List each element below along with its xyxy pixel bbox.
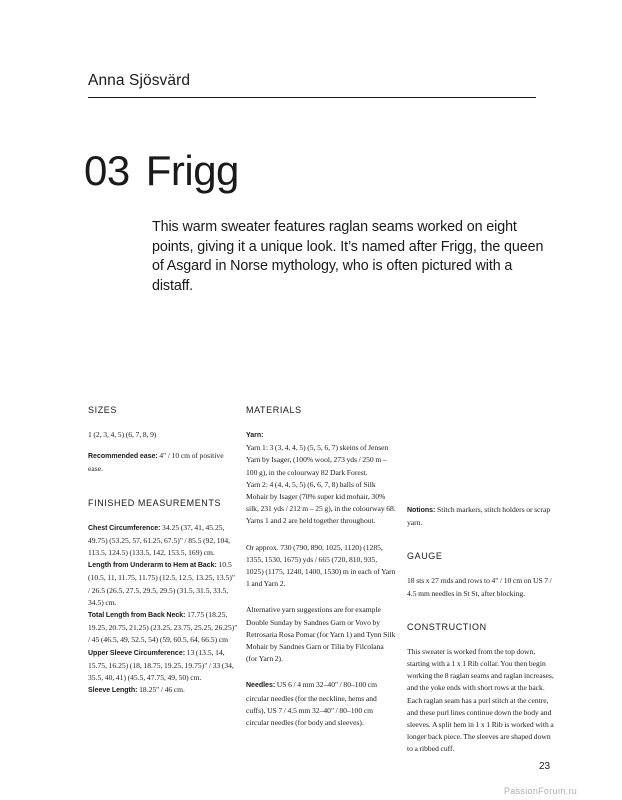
measurement-text: 18.25" / 46 cm. <box>137 685 185 695</box>
sizes-values: 1 (2, 3, 4, 5) (6, 7, 8, 9) <box>88 430 157 439</box>
measurement-text: 13 (13.5, 14, 15.75, 16.25) (18, 18.75, 19.25, 19.75)" / 33 (34, 35.5, 40, 41) (45.5, 47.75, 49, 50) cm. <box>88 647 234 683</box>
ease-label: Recommended ease: <box>88 453 158 461</box>
ease-text: 4" / 10 cm of positive ease. <box>88 451 224 474</box>
measurement-text: 34.25 (37, 41, 45.25, 49.75) (53.25, 57, 61.25, 67.5)" / 85.5 (92, 104, 113.5, 124.5) (133.5, 142, 153.5, 169) cm. <box>88 522 231 558</box>
column-gauge-construction <box>407 404 557 756</box>
notions-label: Notions: <box>407 507 436 514</box>
sizes-heading: SIZES <box>88 405 118 415</box>
watermark: PassionForum.ru <box>504 786 578 796</box>
measurement-label: Length from Underarm to Hem at Back: <box>88 562 217 570</box>
yarn-alternatives: Alternative yarn suggestions are for example Double Sunday by Sandnes Garn or Vovo by Retrosaria Rosa Pomar (for Yarn 1) and Tynn Silk Mohair by Sandnes Garn or Tilia by Filcolana (for Yarn 2). <box>246 605 396 664</box>
gauge-heading: GAUGE <box>407 551 443 562</box>
measurement-label: Sleeve Length: <box>88 687 138 695</box>
column-sizes <box>88 405 238 697</box>
finished-heading: FINISHED MEASUREMENTS <box>88 497 222 508</box>
recommended-ease <box>88 450 238 475</box>
needles-label: Needles: <box>246 682 276 690</box>
measurement-item <box>88 522 238 560</box>
page-number: 23 <box>539 761 551 772</box>
measurement-label: Upper Sleeve Circumference: <box>88 649 186 657</box>
yarn-held-note: Yarns 1 and 2 are held together throughout. <box>246 516 376 526</box>
measurement-text: 10.5 (10.5, 11, 11.75, 11.75) (12.5, 12.5, 13.25, 13.5)" / 26.5 (26.5, 27.5, 29.5, 29.5) (31.5, 31.5, 33.5, 34.5) cm. <box>88 560 235 607</box>
materials-heading: MATERIALS <box>246 405 302 415</box>
measurement-item <box>88 647 238 685</box>
measurement-item <box>88 609 238 647</box>
column-materials <box>246 405 396 729</box>
measurement-label: Chest Circumference: <box>88 524 161 532</box>
measurement-item <box>88 684 238 697</box>
intro-paragraph: This warm sweater features raglan seams worked on eight points, giving it a unique look. It’s named after Frigg, the queen of Asgard in Norse mythology, who is often pictured with a distaff. <box>152 219 544 294</box>
yarn-1: Yarn 1: 3 (3, 4, 4, 5) (5, 5, 6, 7) skeins of Jensen Yarn by Isager, (100% wool, 273 yds / 250 m – 100 g), in the colourway 82 Dark Forest. <box>246 443 389 477</box>
author-name: Anna Sjösvärd <box>88 72 191 89</box>
notions-text: Stitch markers, stitch holders or scrap yarn. <box>407 505 551 528</box>
measurement-label: Total Length from Back Neck: <box>88 612 186 620</box>
measurement-item <box>88 559 238 609</box>
pattern-name: Frigg <box>145 147 239 194</box>
gauge-text: 18 sts x 27 rnds and rows to 4" / 10 cm on US 7 / 4.5 mm needles in St St, after blocking. <box>407 576 552 598</box>
needles-text: US 6 / 4 mm 32–40" / 80–100 cm circular needles (for the neckline, hems and cuffs), US 7 / 4.5 mm 32–40" / 80–100 cm circular needles (for body and sleeves). <box>246 680 378 728</box>
author-divider <box>88 97 536 98</box>
yarn-2: Yarn 2: 4 (4, 4, 5, 5) (6, 6, 7, 8) balls of Silk Mohair by Isager (70% super kid mohair, 30% silk, 231 yds / 212 m – 25 g), in the colourway 68. <box>246 479 396 514</box>
needles <box>246 679 396 729</box>
measurement-text: 17.75 (18.25, 19.25, 20.75, 21.25) (23.25, 23.75, 25.25, 26.25)" / 45 (46.5, 49, 52.5, 54) (59, 60.5, 64, 66.5) cm <box>88 610 238 645</box>
pattern-number: 03 <box>84 147 130 194</box>
yarn-label: Yarn: <box>246 432 264 439</box>
construction-heading: CONSTRUCTION <box>407 621 487 632</box>
yarn-approx: Or approx. 730 (790, 890, 1025, 1120) (1285, 1355, 1530, 1675) yds / 665 (720, 810, 935, 1025) (1175, 1240, 1400, 1530) m in each of Yarn 1 and Yarn 2. <box>246 542 396 589</box>
notions <box>407 504 557 529</box>
construction-text: This sweater is worked from the top down, starting with a 1 x 1 Rib collar. You then begin working the 8 raglan seams and raglan increases, and the yoke ends with short rows at the back. Each raglan seam has a purl stitch at the centre, and these purl lines continue down the body and sleeves. A split hem in 1 x 1 Rib is worked with a longer back piece. The sleeves are shaped down to a ribbed cuff. <box>407 646 554 754</box>
pattern-title <box>84 147 239 195</box>
